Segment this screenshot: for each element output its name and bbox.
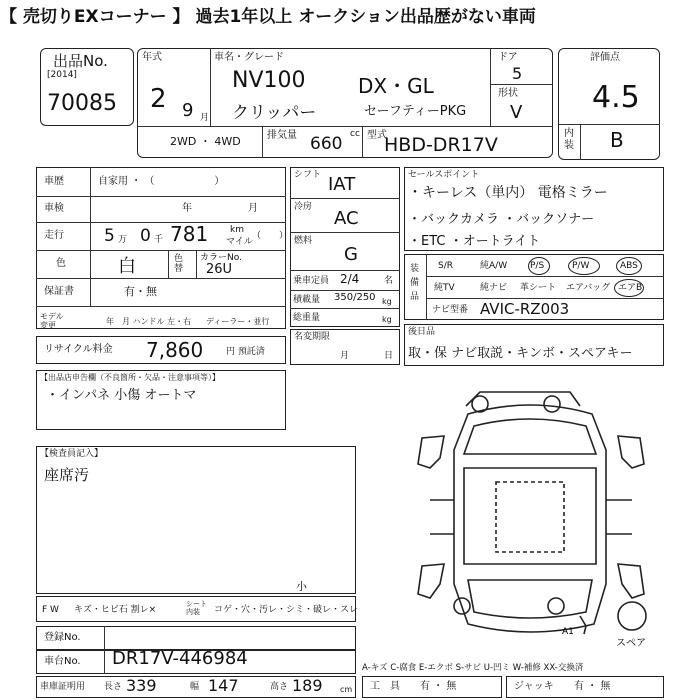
- model-change-handle: 月 ハンドル 左・右: [122, 317, 192, 326]
- equip-row1-1: 純A/W: [480, 261, 508, 271]
- doors-label: ドア: [498, 52, 518, 63]
- airbag-circle: [614, 279, 644, 297]
- car-damage-diagram: [410, 384, 660, 652]
- year-month-suffix: 月: [200, 113, 210, 123]
- score-value: 4.5: [592, 80, 640, 115]
- tools-label: 工 具: [370, 681, 400, 692]
- inspection-label: 車検: [44, 203, 64, 214]
- drive-label: 2WD ・ 4WD: [170, 135, 241, 148]
- color-label: 色: [56, 258, 66, 269]
- jack-value: 有 ・ 無: [574, 681, 611, 692]
- mileage-km: km: [230, 225, 244, 235]
- score-label: 評価点: [590, 52, 620, 63]
- seller-note-line1: ・インパネ 小傷 オートマ: [46, 388, 197, 403]
- capacity-value: 2/4: [340, 272, 360, 286]
- load-value: 350/250: [334, 292, 376, 303]
- history-value: 自家用 ・ （ ）: [98, 176, 225, 187]
- mileage-rest: 781: [170, 222, 209, 246]
- displacement-unit: cc: [350, 129, 360, 139]
- car-name2: クリッパー: [232, 103, 317, 123]
- mileage-mile: マイル: [226, 237, 253, 247]
- inspection-year: 年: [182, 203, 192, 214]
- ps-circle: [528, 257, 550, 275]
- registration-box: [36, 626, 356, 650]
- lot-box: [40, 48, 134, 126]
- sales-point-line2: ・バックカメラ ・バックソナー: [408, 212, 595, 227]
- registration-label: 登録No.: [44, 632, 81, 643]
- equip-row2-2: 革シート: [520, 283, 557, 293]
- model-change-month: 年: [106, 317, 114, 326]
- model-value: HBD-DR17V: [384, 134, 498, 156]
- post-note-value: 取・保 ナビ取説・キンボ・スペアキー: [408, 346, 633, 361]
- color-code-label: カラーNo.: [200, 253, 242, 263]
- load-label: 積載量: [293, 295, 321, 305]
- car-name: NV100: [232, 68, 306, 93]
- lot-year-tag: [2014]: [47, 70, 77, 80]
- fw-note: 小: [296, 580, 307, 593]
- displacement-value: 660: [310, 134, 343, 154]
- equip-row2-3: エアバッグ: [566, 283, 611, 293]
- cert-unit: cm: [340, 685, 353, 694]
- fw-seat: シート内装: [186, 600, 207, 616]
- ac-value: AC: [334, 208, 359, 229]
- equip-row2-0: 純TV: [434, 283, 455, 293]
- cert-w-label: 幅: [190, 682, 200, 692]
- car-grade2: セーフティーPKG: [364, 104, 467, 119]
- equip-row2-4: エアB: [618, 283, 643, 293]
- interior-value: B: [610, 128, 624, 152]
- inspector-line1: 座席汚: [44, 466, 90, 484]
- model-change-dealer: ディーラー・並行: [206, 317, 270, 326]
- detail-box: [36, 167, 289, 329]
- inspection-month: 月: [248, 203, 258, 214]
- pw-circle: [568, 257, 600, 275]
- shift-label: シフト: [294, 170, 322, 180]
- fw-items2: コゲ・穴・汚レ・シミ・破レ・スレ: [214, 605, 359, 615]
- color-change: 色替: [174, 254, 184, 274]
- inspector-label: 【検査員記入】: [40, 449, 104, 459]
- diagram-mark: A1: [562, 627, 574, 637]
- fuel-value: G: [344, 244, 358, 265]
- color-code: 26U: [206, 262, 233, 277]
- ac-label: 冷房: [294, 202, 313, 212]
- color-value: 白: [118, 256, 136, 277]
- fw-items: キズ・ヒビ石 割レ×: [74, 605, 157, 615]
- recycle-unit: 円 預託済: [226, 347, 265, 357]
- post-note-label: 後日品: [408, 327, 436, 337]
- sales-point-line1: ・キーレス（単内） 電格ミラー: [408, 185, 608, 201]
- mileage-sen: 0: [140, 226, 151, 246]
- name-change-day: 日: [384, 351, 394, 361]
- sales-point-label: セールスポイント: [408, 170, 480, 180]
- model-label: 型式: [367, 130, 387, 141]
- year-value: 2: [150, 84, 167, 114]
- capacity-label: 乗車定員: [293, 276, 330, 286]
- fuel-label: 燃料: [294, 236, 313, 246]
- equip-row1-4: ABS: [620, 261, 638, 271]
- cert-h-label: 高さ: [270, 682, 289, 692]
- chassis-value: DR17V-446984: [112, 648, 248, 669]
- load-unit: kg: [382, 297, 392, 306]
- doors-value: 5: [512, 64, 523, 83]
- recycle-label: リサイクル料金: [44, 344, 113, 355]
- cert-w: 147: [208, 676, 239, 695]
- equip-row1-3: P/W: [572, 261, 590, 271]
- mileage-man: 5: [104, 226, 115, 246]
- lot-label: 出品No.: [53, 52, 108, 70]
- car-grade: DX・GL: [358, 74, 434, 98]
- chassis-label: 車台No.: [44, 656, 81, 667]
- mileage-man-unit: 万: [118, 235, 128, 245]
- mileage-paren: （ ）: [252, 231, 289, 241]
- cert-label: 車庫証明用: [40, 682, 86, 692]
- sheet-title: 【 売切りEXコーナー 】 過去1年以上 オークション出品歴がない車両: [0, 7, 536, 27]
- total-weight-unit: kg: [382, 315, 392, 324]
- damage-legend: A-キズ C-腐食 E-エクボ S-サビ U-凹ミ W-補修 XX-交換済: [362, 663, 584, 673]
- cert-h: 189: [292, 676, 323, 695]
- displacement-label: 排気量: [267, 130, 297, 141]
- fw-label: F W: [42, 605, 59, 615]
- equip-row1-2: P/S: [530, 261, 545, 271]
- year-label: 年式: [142, 52, 162, 63]
- mileage-label: 走行: [44, 230, 64, 241]
- lot-number: 70085: [47, 91, 117, 116]
- equipment-label: 装備品: [410, 264, 420, 302]
- warranty-label: 保証書: [44, 286, 74, 297]
- name-change-label: 名変期限: [294, 332, 331, 342]
- name-change-month: 月: [340, 351, 350, 361]
- history-label: 車歴: [44, 176, 64, 187]
- car-label: 車名・グレード: [214, 52, 284, 63]
- sales-point-line3: ・ETC ・オートライト: [408, 234, 541, 249]
- model-change-label: モデル 変更: [40, 312, 64, 330]
- interior-label: 内装: [564, 128, 574, 151]
- navi-value: AVIC-RZ003: [480, 300, 570, 318]
- equip-row2-1: 純ナビ: [480, 283, 508, 293]
- shift-value: IAT: [328, 174, 356, 195]
- total-weight-label: 総重量: [293, 313, 321, 323]
- warranty-value: 有・無: [124, 285, 157, 298]
- abs-circle: [616, 257, 642, 275]
- tools-value: 有 ・ 無: [420, 681, 457, 692]
- year-month: 9: [182, 100, 194, 121]
- jack-label: ジャッキ: [514, 681, 554, 692]
- equip-row1-0: S/R: [438, 261, 453, 271]
- cert-l: 339: [126, 676, 157, 695]
- navi-label: ナビ型番: [432, 305, 469, 315]
- capacity-unit: 名: [384, 276, 394, 286]
- cert-l-label: 長さ: [104, 682, 123, 692]
- mileage-sen-unit: 千: [154, 235, 164, 245]
- seller-note-label: 【出品店申告欄（不良箇所・欠品・注意事項等）】: [40, 373, 220, 382]
- shape-value: V: [510, 102, 523, 123]
- spare-label: スペア: [616, 638, 646, 649]
- shape-label: 形状: [498, 88, 518, 99]
- recycle-value: 7,860: [146, 338, 204, 362]
